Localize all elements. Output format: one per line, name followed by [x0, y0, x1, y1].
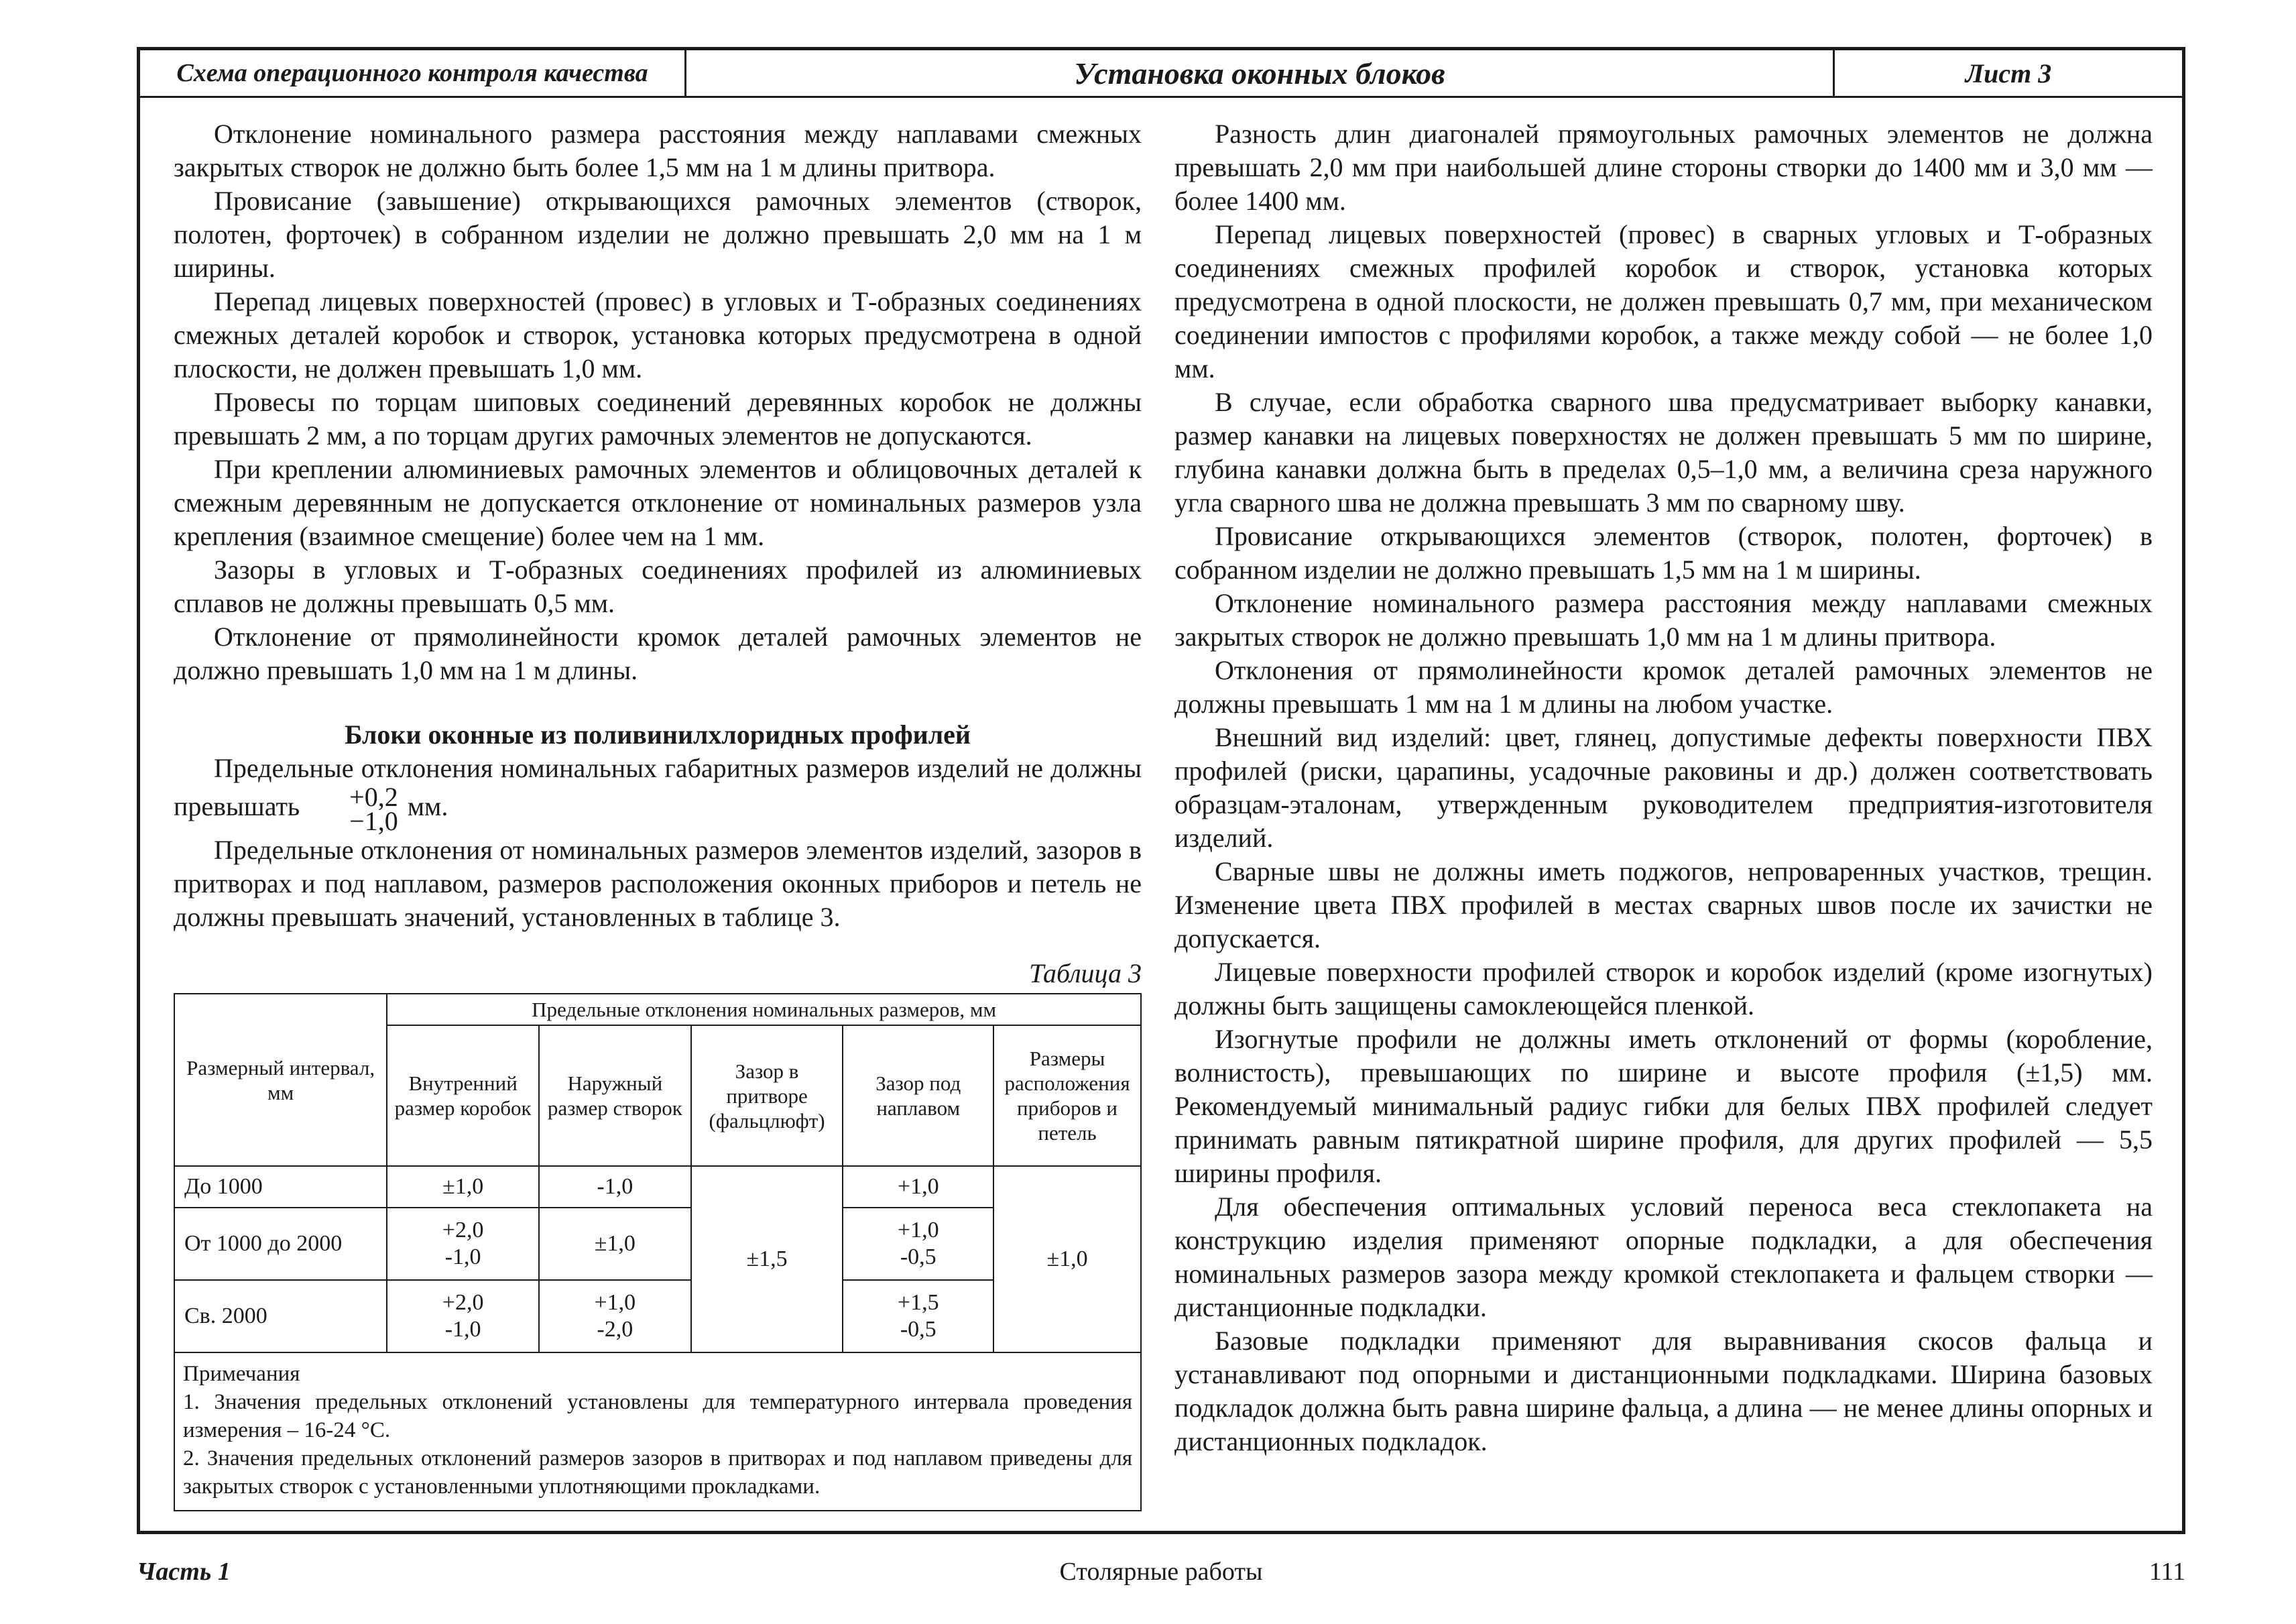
table-header-overlap-gap: Зазор под наплавом	[843, 1025, 993, 1166]
paragraph: При креплении алюминиевых рамочных элементов и облицовочных деталей к смежным деревянным не допускается отклонение от номинальных размеров узла крепления (взаимное смещение) более чем на 1 мм.	[174, 454, 1142, 551]
table-cell: -1,0	[539, 1166, 691, 1208]
table-header-rebate-gap: Зазор в притворе (фальцлюфт)	[691, 1025, 843, 1166]
table-header-frame-inner: Внутренний размер коробок	[387, 1025, 539, 1166]
cell-value-plus: +2,0	[442, 1218, 484, 1242]
cell-value-minus: -0,5	[900, 1244, 936, 1269]
paragraph: Перепад лицевых поверхностей (провес) в сварных угловых и Т-образных соединениях смежных профилей коробок и створок, установка которых предусмотрена в одной плоскости, не должен превышать 0,7 мм, при механическом соединении импостов с профилями коробок, а также между собой — не более 1,0 мм.	[1174, 219, 2153, 384]
header-sheet-number: Лист 3	[1965, 58, 2052, 89]
table-row	[174, 1166, 1141, 1208]
table-cell-merged: ±1,5	[691, 1166, 843, 1352]
paragraph: Внешний вид изделий: цвет, глянец, допустимые дефекты поверхности ПВХ профилей (риски, царапины, усадочные раковины и др.) должен соответствовать образцам-эталонам, утвержденным руководителем предприятия-изготовителя изделий.	[1174, 722, 2153, 853]
paragraph-overall-limits	[174, 752, 1142, 836]
table-cell-merged: ±1,0	[993, 1166, 1141, 1352]
tolerance-plus: +0,2	[349, 782, 398, 812]
table-cell	[539, 1280, 691, 1352]
table-notes	[174, 1352, 1141, 1511]
cell-value-minus: -1,0	[444, 1244, 481, 1269]
paragraph: Сварные швы не должны иметь поджогов, непроваренных участков, трещин. Изменение цвета ПВХ профилей в местах сварных швов после их зачистки не допускается.	[1174, 856, 2153, 953]
footer-part-label: Часть 1	[137, 1558, 231, 1586]
cell-value-minus: -2,0	[597, 1317, 633, 1342]
paragraph: Базовые подкладки применяют для выравнивания скосов фальца и устанавливают под опорными и дистанционными подкладками. Ширина базовых подкладок должна быть равна ширине фальца, а длина — не менее длины опорных и дистанционных подкладок.	[1174, 1326, 2153, 1456]
page-frame	[137, 47, 2185, 1534]
cell-value-plus: +1,0	[594, 1290, 636, 1315]
paragraph: Отклонение номинального размера расстояния между наплавами смежных закрытых створок не должно быть более 1,5 мм на 1 м длины притвора.	[174, 119, 1142, 182]
table-cell	[843, 1280, 993, 1352]
paragraph: Перепад лицевых поверхностей (провес) в угловых и Т-образных соединениях смежных деталей коробок и створок, установка которых предусмотрена в одной плоскости, не должен превышать 1,0 мм.	[174, 286, 1142, 384]
table-cell: ±1,0	[539, 1208, 691, 1280]
table-header-size-interval: Размерный интервал, мм	[174, 994, 387, 1166]
cell-value-minus: -1,0	[444, 1317, 481, 1342]
tolerance-table	[174, 993, 1142, 1511]
table-header-sash-outer: Наружный размер створок	[539, 1025, 691, 1166]
left-column	[174, 117, 1142, 1511]
header-scheme-title: Схема операционного контроля качества	[140, 50, 686, 96]
paragraph: Отклонение номинального размера расстояния между наплавами смежных закрытых створок не должно превышать 1,0 мм на 1 м длины притвора.	[1174, 588, 2153, 652]
page-number: 111	[2149, 1558, 2185, 1586]
paragraph: Изогнутые профили не должны иметь отклонений от формы (коробление, волнистость), превышающих по ширине и высоте профиля (±1,5) мм. Рекомендуемый минимальный радиус гибки для белых ПВХ профилей следует принимать равным пятикратной ширине профиля, для других профилей — 5,5 ширины профиля.	[1174, 1024, 2153, 1188]
paragraph: Разность длин диагоналей прямоугольных рамочных элементов не должна превышать 2,0 мм при наибольшей длине стороны створки до 1400 мм и 3,0 мм — более 1400 мм.	[1174, 119, 2153, 216]
paragraph: Отклонение от прямолинейности кромок деталей рамочных элементов не должно превышать 1,0 мм на 1 м длины.	[174, 622, 1142, 685]
table-cell: От 1000 до 2000	[174, 1208, 387, 1280]
section-heading: Блоки оконные из поливинилхлоридных профилей	[345, 719, 971, 750]
page-footer	[137, 1557, 2185, 1597]
limits-text: Предельные отклонения номинальных габаритных размеров изделий не должны превышать	[174, 753, 1142, 822]
cell-value-minus: -0,5	[900, 1317, 936, 1342]
header-document-title: Установка оконных блоков	[686, 50, 1835, 96]
limits-unit: мм.	[407, 791, 448, 822]
paragraph: Отклонения от прямолинейности кромок деталей рамочных элементов не должны превышать 1 мм на 1 м длины на любом участке.	[1174, 655, 2153, 719]
table-cell	[387, 1280, 539, 1352]
table-cell: Св. 2000	[174, 1280, 387, 1352]
note-item: 2. Значения предельных отклонений размеров зазоров в притворах и под наплавом приведены для закрытых створок с установленными уплотняющими прокладками.	[183, 1446, 1132, 1499]
table-cell	[387, 1208, 539, 1280]
table-caption: Таблица 3	[1029, 958, 1142, 988]
table-cell: ±1,0	[387, 1166, 539, 1208]
page-header	[140, 50, 2182, 98]
cell-value-plus: +1,0	[897, 1218, 939, 1242]
tolerance-fraction	[309, 782, 398, 836]
table-cell: До 1000	[174, 1166, 387, 1208]
table-header-group: Предельные отклонения номинальных размеров, мм	[387, 994, 1141, 1025]
table-cell	[843, 1208, 993, 1280]
paragraph: Предельные отклонения от номинальных размеров элементов изделий, зазоров в притворах и под наплавом, размеров расположения оконных приборов и петель не должны превышать значений, установленных в таблице 3.	[174, 835, 1142, 932]
paragraph: Провисание (завышение) открывающихся рамочных элементов (створок, полотен, форточек) в собранном изделии не должно превышать 2,0 мм на 1 м ширины.	[174, 186, 1142, 283]
paragraph: Зазоры в угловых и Т-образных соединениях профилей из алюминиевых сплавов не должны превышать 0,5 мм.	[174, 555, 1142, 618]
paragraph: Для обеспечения оптимальных условий переноса веса стеклопакета на конструкцию изделия применяют опорные подкладки, а для обеспечения номинальных размеров зазора между кромкой стеклопакета и фальцем створки — дистанционные подкладки.	[1174, 1192, 2153, 1322]
table-cell: +1,0	[843, 1166, 993, 1208]
notes-title: Примечания	[183, 1362, 300, 1386]
table-header-hardware-position: Размеры расположения приборов и петель	[993, 1025, 1141, 1166]
footer-section-title: Столярные работы	[1059, 1558, 1263, 1586]
paragraph: В случае, если обработка сварного шва предусматривает выборку канавки, размер канавки на лицевых поверхностях не должен превышать 5 мм по ширине, глубина канавки должна быть в пределах 0,5–1,0 мм, а величина среза наружного угла сварного шва не должна превышать 3 мм по сварному шву.	[1174, 387, 2153, 518]
paragraph: Лицевые поверхности профилей створок и коробок изделий (кроме изогнутых) должны быть защищены самоклеющейся пленкой.	[1174, 957, 2153, 1021]
right-column	[1174, 117, 2153, 1458]
note-item: 1. Значения предельных отклонений установлены для температурного интервала проведения измерения – 16-24 °С.	[183, 1390, 1132, 1442]
cell-value-plus: +1,5	[897, 1290, 939, 1315]
paragraph: Провисание открывающихся элементов (створок, полотен, форточек) в собранном изделии не должно превышать 1,5 мм на 1 м ширины.	[1174, 521, 2153, 585]
paragraph: Провесы по торцам шиповых соединений деревянных коробок не должны превышать 2 мм, а по торцам других рамочных элементов не допускаются.	[174, 387, 1142, 451]
tolerance-minus: −1,0	[349, 806, 398, 836]
cell-value-plus: +2,0	[442, 1290, 484, 1315]
